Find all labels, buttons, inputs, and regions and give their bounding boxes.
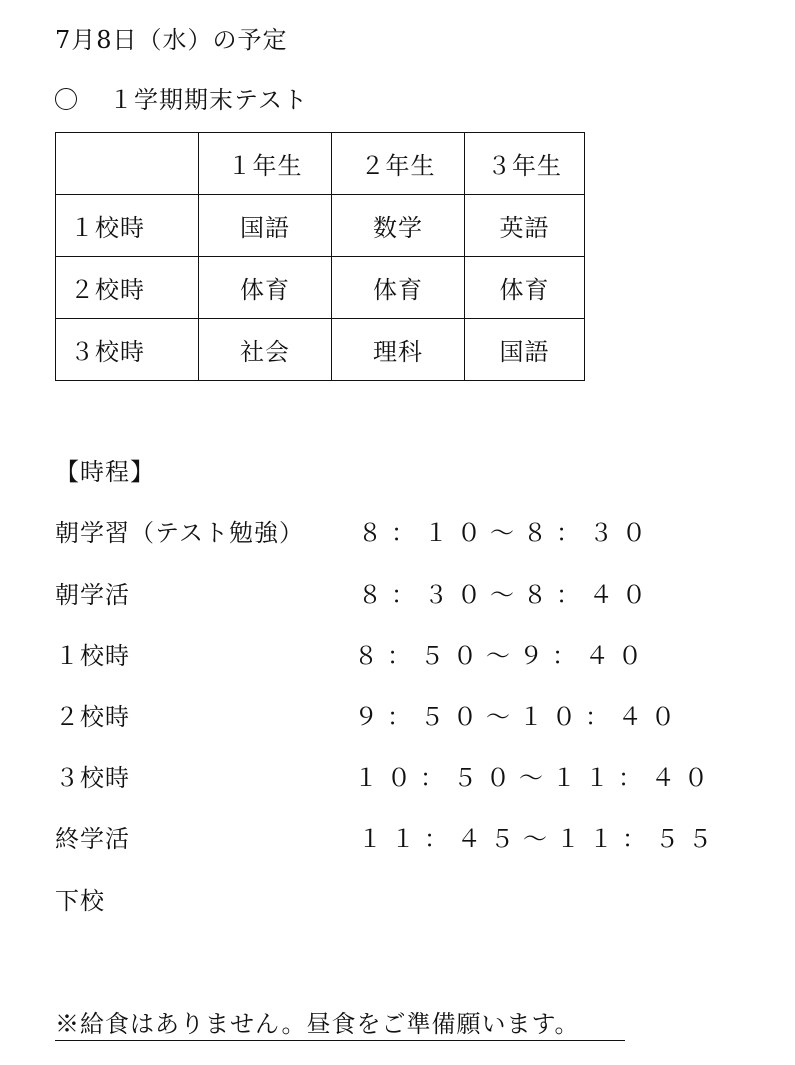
period-cell: ３校時: [56, 319, 199, 381]
subject-cell: 数学: [332, 195, 465, 257]
schedule-time: ８：５０〜９：４０: [354, 642, 651, 670]
subject-cell: 体育: [332, 257, 465, 319]
table-row: [56, 195, 585, 257]
schedule-label: １校時: [55, 642, 130, 670]
period-cell: ２校時: [56, 257, 199, 319]
subject-cell: 体育: [199, 257, 332, 319]
page-title: 7月8日（水）の予定: [55, 26, 288, 54]
schedule-label: 朝学習（テスト勉強）: [55, 519, 305, 547]
schedule-label: 終学活: [55, 825, 130, 853]
schedule-time: ８：３０〜８：４０: [358, 581, 655, 609]
table-header-row: [56, 133, 585, 195]
subject-cell: 社会: [199, 319, 332, 381]
schedule-heading: 【時程】: [55, 458, 155, 486]
schedule-time: １１：４５〜１１：５５: [358, 825, 721, 853]
schedule-label: 朝学活: [55, 581, 130, 609]
schedule-label: ３校時: [55, 764, 130, 792]
table-row: [56, 319, 585, 381]
subject-cell: 国語: [199, 195, 332, 257]
exam-heading-text: １学期期末テスト: [109, 86, 309, 114]
table-row: [56, 257, 585, 319]
period-cell: １校時: [56, 195, 199, 257]
exam-heading: [55, 84, 308, 116]
table-header-cell: [56, 133, 199, 195]
circle-bullet-icon: [55, 88, 77, 110]
table-header-cell: ３年生: [465, 133, 585, 195]
table-header-cell: １年生: [199, 133, 332, 195]
table-header-cell: ２年生: [332, 133, 465, 195]
exam-timetable: [55, 132, 585, 381]
schedule-label: 下校: [55, 887, 105, 915]
subject-cell: 英語: [465, 195, 585, 257]
schedule-time: １０：５０〜１１：４０: [354, 764, 717, 792]
schedule-label: ２校時: [55, 703, 130, 731]
lunch-note: ※給食はありません。昼食をご準備願います。: [55, 1008, 625, 1041]
subject-cell: 国語: [465, 319, 585, 381]
subject-cell: 体育: [465, 257, 585, 319]
schedule-time: ９：５０〜１０：４０: [354, 703, 684, 731]
subject-cell: 理科: [332, 319, 465, 381]
schedule-time: ８：１０〜８：３０: [358, 519, 655, 547]
